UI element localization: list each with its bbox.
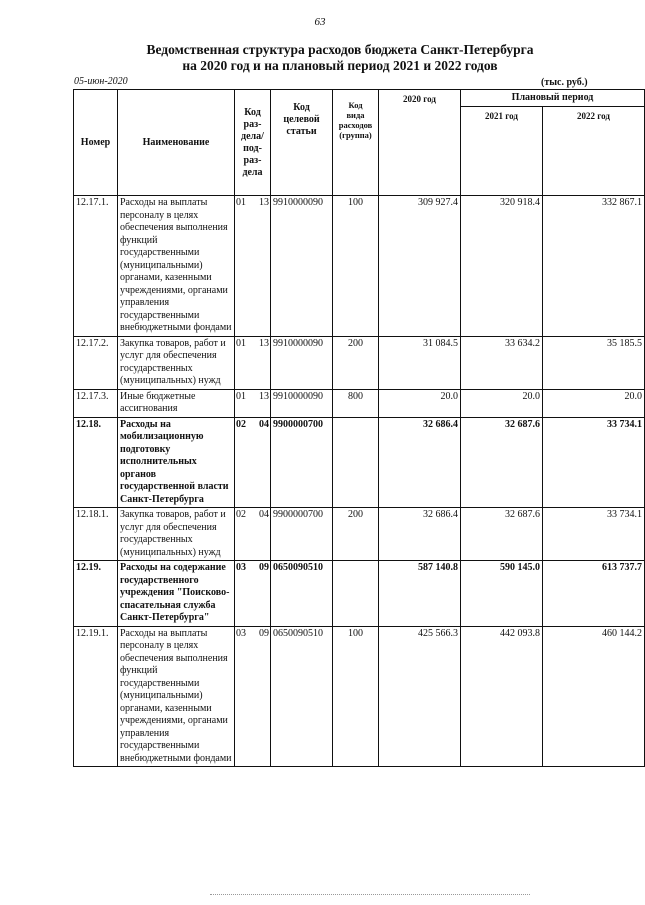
header-vr-line: (группа) <box>339 130 372 140</box>
row-expense-type: 200 <box>333 508 379 561</box>
row-razdel <box>235 389 271 417</box>
row-2021: 33 634.2 <box>461 336 543 389</box>
row-rz: 01 <box>236 337 246 349</box>
row-name: Расходы на выплаты персоналу в целях обеспечения выполнения функций государственными (муниципальными) органами, казенными учреждениями, органами управления государственными внебюджетными фондами <box>118 626 235 767</box>
header-2022: 2022 год <box>543 107 645 196</box>
row-pr: 09 <box>259 627 269 639</box>
header-cs-line: статьи <box>286 126 317 137</box>
row-2021: 320 918.4 <box>461 196 543 337</box>
row-pr: 04 <box>259 509 269 520</box>
row-expense-type: 200 <box>333 336 379 389</box>
header-razdel-line: дела <box>242 166 263 178</box>
row-target-code: 9910000090 <box>271 336 333 389</box>
row-target-code: 9910000090 <box>271 196 333 337</box>
header-expense-type <box>333 90 379 196</box>
row-target-code: 9900000700 <box>271 508 333 561</box>
table-row <box>74 196 645 337</box>
title-line-2: на 2020 год и на плановый период 2021 и 2022 годов <box>182 58 498 73</box>
row-2022: 20.0 <box>543 389 645 417</box>
header-vr-line: Код <box>348 100 363 110</box>
title-line-1: Ведомственная структура расходов бюджета Санкт-Петербурга <box>146 42 534 57</box>
row-expense-type <box>333 561 379 627</box>
row-rz: 01 <box>236 390 246 402</box>
header-razdel-line: раз- <box>243 118 262 130</box>
row-rz: 01 <box>236 197 246 208</box>
header-cs-line: Код <box>293 102 310 113</box>
page-number: 63 <box>314 16 326 28</box>
row-name: Иные бюджетные ассигнования <box>118 389 235 417</box>
row-2020: 587 140.8 <box>379 561 461 627</box>
row-razdel <box>235 626 271 767</box>
row-rz: 03 <box>236 627 246 639</box>
row-expense-type: 100 <box>333 196 379 337</box>
header-name: Наименование <box>118 90 235 196</box>
header-razdel <box>235 90 271 196</box>
row-2021: 32 687.6 <box>461 508 543 561</box>
row-number: 12.19.1. <box>74 626 118 767</box>
header-2020: 2020 год <box>379 90 461 196</box>
row-target-code: 0650090510 <box>271 561 333 627</box>
row-2020: 32 686.4 <box>379 508 461 561</box>
row-2021: 20.0 <box>461 389 543 417</box>
table-row <box>74 626 645 767</box>
table-row <box>74 389 645 417</box>
row-rz: 02 <box>236 418 246 430</box>
row-razdel <box>235 417 271 508</box>
row-number: 12.17.1. <box>74 196 118 337</box>
row-pr: 13 <box>259 337 269 349</box>
row-expense-type: 100 <box>333 626 379 767</box>
header-planned-period: Плановый период <box>461 90 645 107</box>
row-pr: 04 <box>259 418 269 430</box>
row-rz: 02 <box>236 509 246 520</box>
row-name: Расходы на мобилизационную подготовку исполнительных органов государственной власти Санкт-Петербурга <box>118 417 235 508</box>
row-name: Закупка товаров, работ и услуг для обеспечения государственных (муниципальных) нужд <box>118 336 235 389</box>
row-name: Расходы на выплаты персоналу в целях обеспечения выполнения функций государственными (муниципальными) органами, казенными учреждениями, органами управления государственными внебюджетными фондами <box>118 196 235 337</box>
row-number: 12.17.2. <box>74 336 118 389</box>
header-razdel-line: дела/ <box>241 130 264 142</box>
row-pr: 13 <box>259 197 269 208</box>
header-razdel-line: раз- <box>243 154 262 166</box>
row-razdel <box>235 561 271 627</box>
row-2021: 442 093.8 <box>461 626 543 767</box>
row-2022: 613 737.7 <box>543 561 645 627</box>
row-name: Расходы на содержание государственного учреждения "Поисково-спасательная служба Санкт-Петербурга" <box>118 561 235 627</box>
row-2020: 425 566.3 <box>379 626 461 767</box>
page-bottom-mark <box>210 894 530 899</box>
header-vr-line: расходов <box>338 120 373 130</box>
row-2021: 590 145.0 <box>461 561 543 627</box>
row-razdel <box>235 196 271 337</box>
header-vr-line: вида <box>346 110 365 120</box>
row-2022: 460 144.2 <box>543 626 645 767</box>
header-target-code <box>271 90 333 196</box>
row-razdel <box>235 508 271 561</box>
row-2022: 33 734.1 <box>543 417 645 508</box>
row-razdel <box>235 336 271 389</box>
row-expense-type <box>333 417 379 508</box>
units-label: (тыс. руб.) <box>541 77 588 88</box>
row-expense-type: 800 <box>333 389 379 417</box>
row-pr: 13 <box>259 390 269 402</box>
header-2021: 2021 год <box>461 107 543 196</box>
row-number: 12.19. <box>74 561 118 627</box>
row-target-code: 9900000700 <box>271 417 333 508</box>
header-cs-line: целевой <box>283 114 320 125</box>
budget-table <box>73 89 645 767</box>
table-row <box>74 417 645 508</box>
document-title <box>60 42 620 74</box>
row-2020: 309 927.4 <box>379 196 461 337</box>
row-2021: 32 687.6 <box>461 417 543 508</box>
row-2022: 35 185.5 <box>543 336 645 389</box>
row-pr: 09 <box>259 562 269 573</box>
row-2020: 31 084.5 <box>379 336 461 389</box>
header-razdel-line: Код <box>244 106 261 118</box>
row-2020: 32 686.4 <box>379 417 461 508</box>
row-2020: 20.0 <box>379 389 461 417</box>
row-2022: 332 867.1 <box>543 196 645 337</box>
row-target-code: 0650090510 <box>271 626 333 767</box>
row-2022: 33 734.1 <box>543 508 645 561</box>
row-number: 12.17.3. <box>74 389 118 417</box>
header-razdel-line: под- <box>243 142 262 154</box>
table-row <box>74 508 645 561</box>
document-date: 05-июн-2020 <box>74 76 128 87</box>
row-number: 12.18. <box>74 417 118 508</box>
row-rz: 03 <box>236 562 246 573</box>
row-number: 12.18.1. <box>74 508 118 561</box>
row-target-code: 9910000090 <box>271 389 333 417</box>
row-name: Закупка товаров, работ и услуг для обеспечения государственных (муниципальных) нужд <box>118 508 235 561</box>
table-row <box>74 336 645 389</box>
table-row <box>74 561 645 627</box>
header-number: Номер <box>74 90 118 196</box>
